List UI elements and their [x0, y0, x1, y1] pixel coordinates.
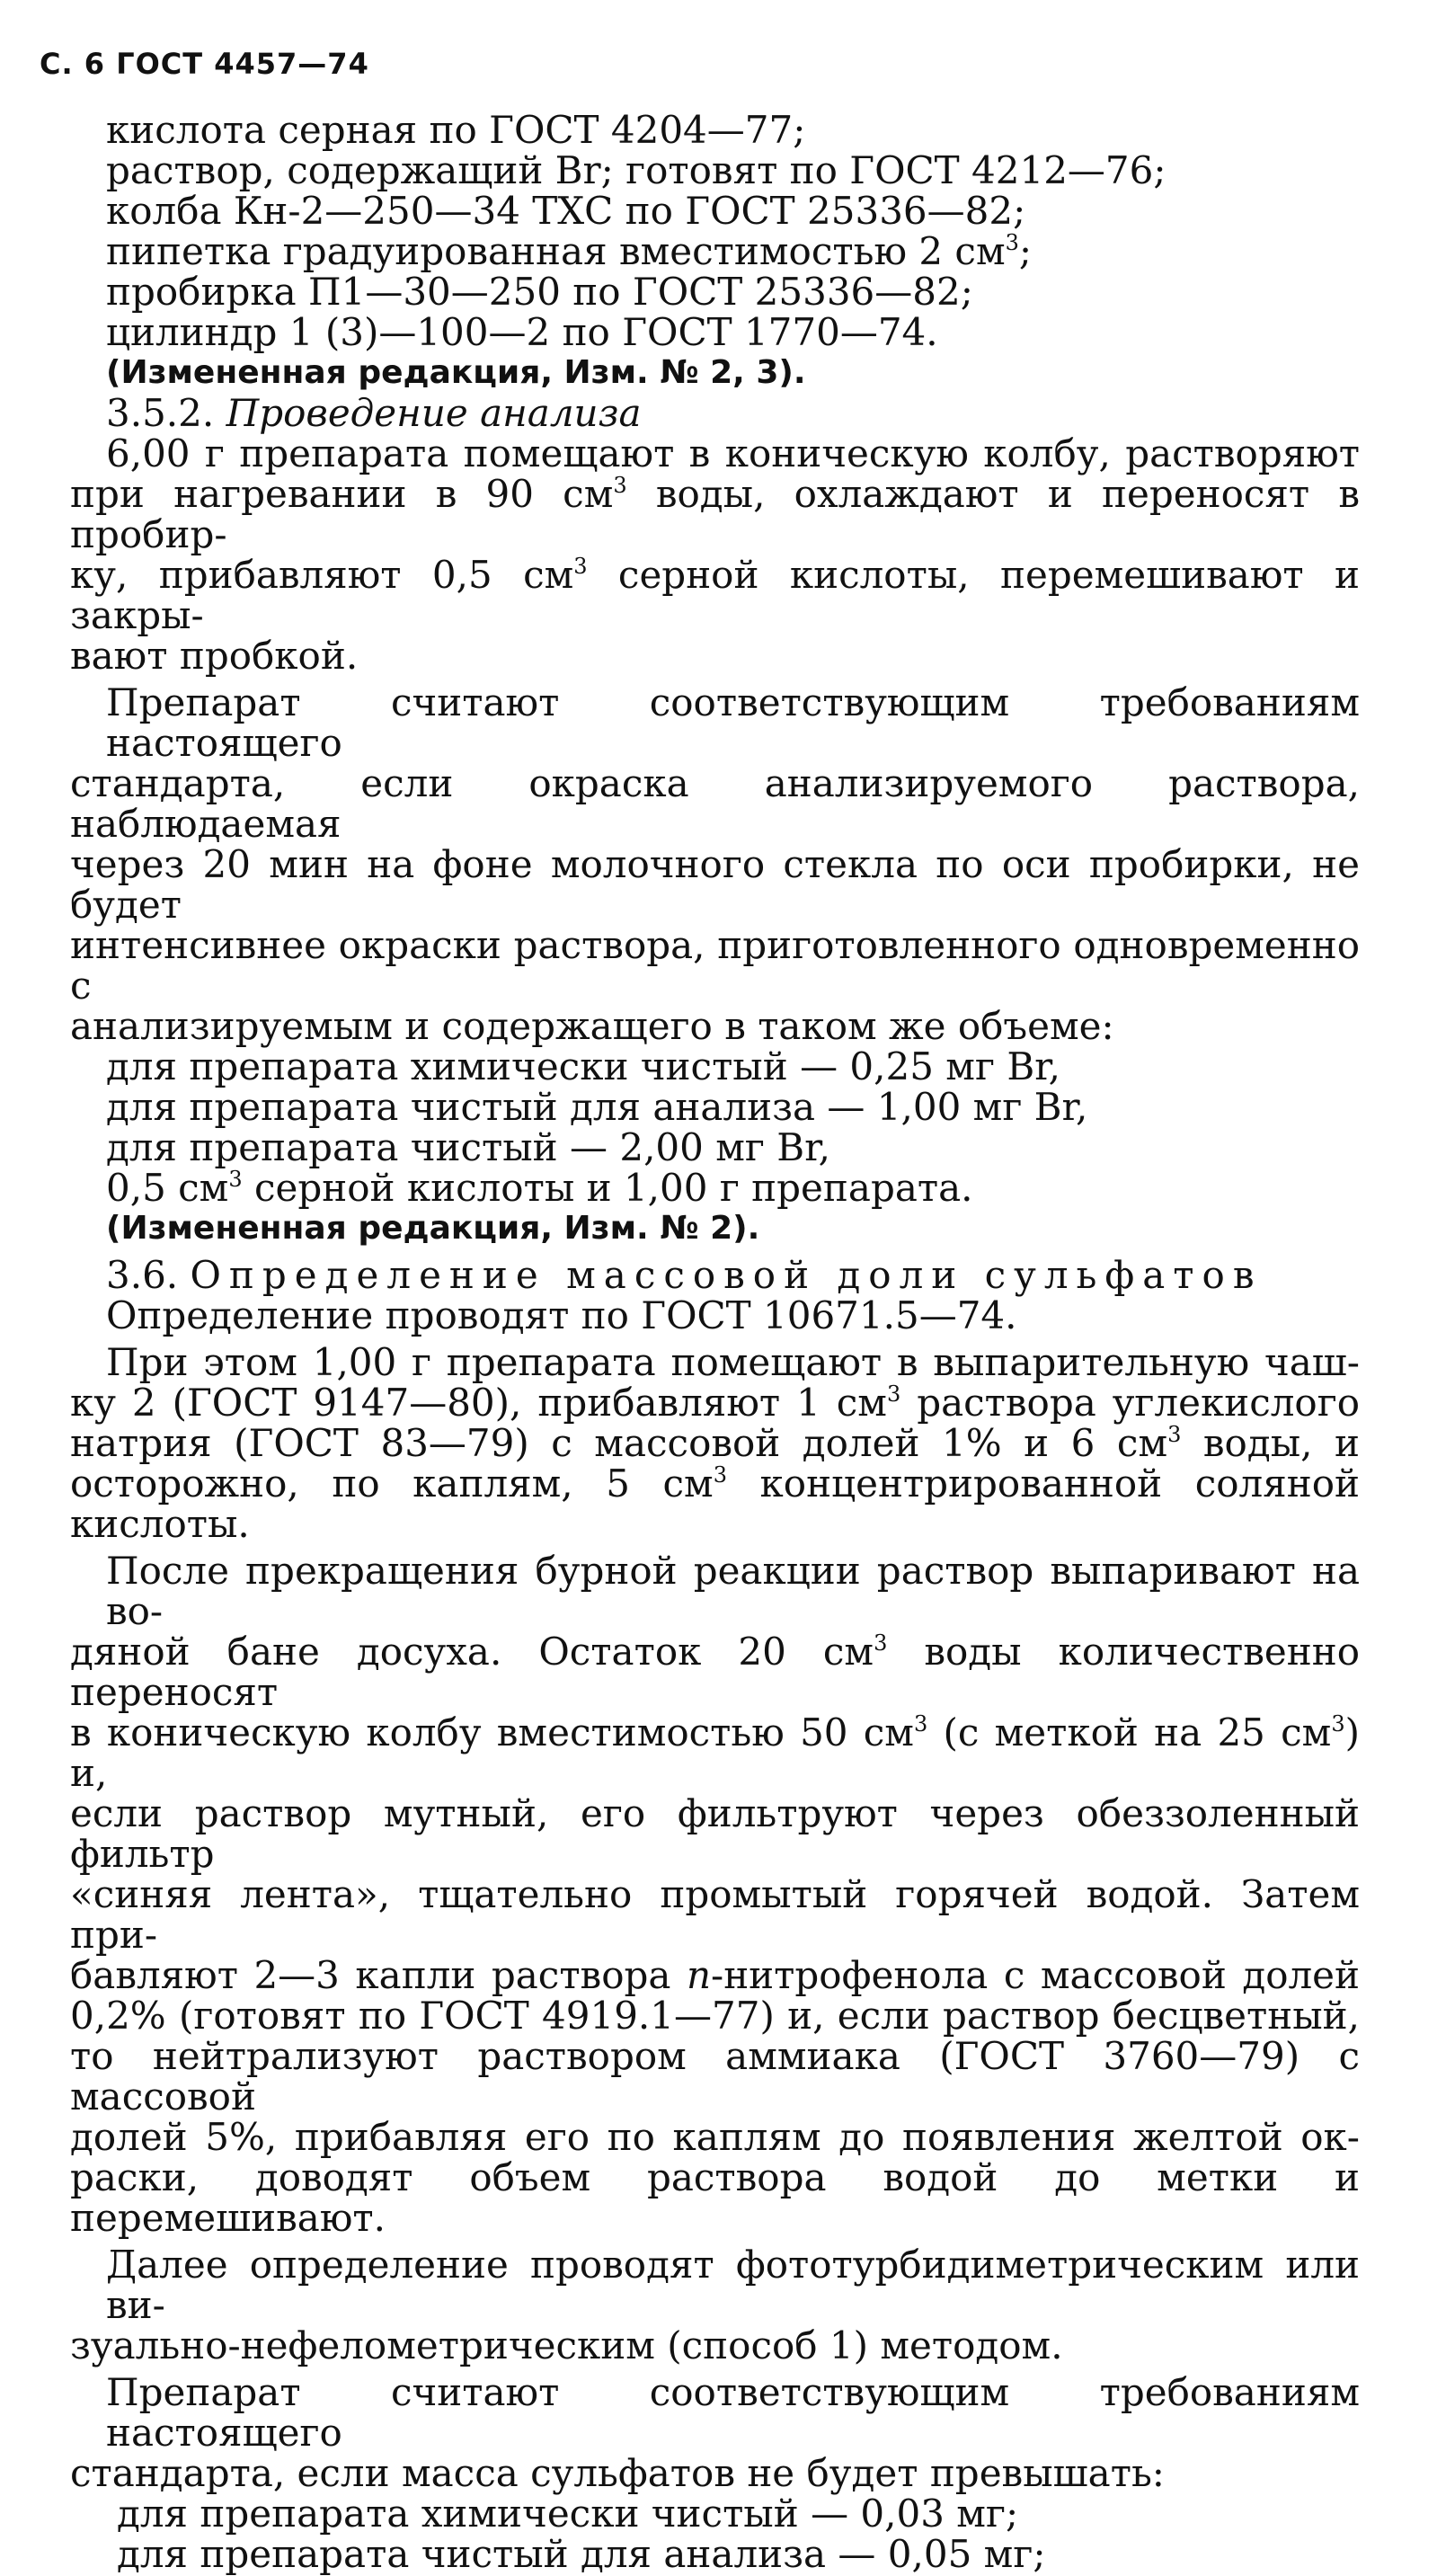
paragraph-line: ку 2 (ГОСТ 9147—80), прибавляют 1 $см^3$ раствора углекислого: [70, 1381, 1360, 1425]
reagent-item-pipette: пипетка градуированная вместимостью 2 $см^3$;: [106, 229, 1033, 273]
document-body: [70, 108, 1361, 2576]
paragraph-line: стандарта, если масса сульфатов не будет превышать:: [70, 2451, 1165, 2495]
paragraph-line: раски, доводят объем раствора водой до метки и перемешивают.: [70, 2155, 1360, 2240]
paragraph-line: 6,00 г препарата помещают в коническую колбу, растворяют: [106, 431, 1360, 475]
paragraph-line: вают пробкой.: [70, 634, 359, 678]
section-heading-3-6: 3.6. Определение массовой доли сульфатов: [106, 1253, 1263, 1297]
amendment-note: (Измененная редакция, Изм. № 2, 3).: [106, 354, 806, 391]
paragraph-line: осторожно, по каплям, 5 $см^3$ концентрированной соляной кислоты.: [70, 1461, 1360, 1546]
paragraph-line: бавляют 2—3 капли раствора п-нитрофенола с массовой долей: [70, 1953, 1361, 1997]
limit-item: для препарата химически чистый — 0,25 мг Br,: [106, 1044, 1060, 1088]
paragraph-line: «синяя лента», тщательно промытый горячей водой. Затем при-: [70, 1872, 1360, 1957]
paragraph-line: через 20 мин на фоне молочного стекла по оси пробирки, не будет: [70, 842, 1360, 927]
paragraph-line: то нейтрализуют раствором аммиака (ГОСТ 3760—79) с массовой: [70, 2034, 1360, 2119]
paragraph-line: Препарат считают соответствующим требованиям настоящего: [106, 680, 1360, 765]
paragraph-line: зуально-нефелометрическим (способ 1) методом.: [70, 2323, 1063, 2367]
paragraph-line: стандарта, если окраска анализируемого раствора, наблюдаемая: [70, 761, 1360, 846]
paragraph-line: 0,2% (готовят по ГОСТ 4919.1—77) и, если раствор бесцветный,: [70, 1994, 1360, 2038]
limit-item: для препарата чистый для анализа — 1,00 мг Br,: [106, 1085, 1088, 1129]
paragraph-line: при нагревании в 90 $см^3$ воды, охлаждают и переносят в пробир-: [70, 472, 1360, 556]
reagent-item: пробирка П1—30—250 по ГОСТ 25336—82;: [106, 270, 973, 314]
paragraph-line: в коническую колбу вместимостью 50 $см^3$ (с меткой на 25 $см^3$) и,: [70, 1710, 1360, 1795]
paragraph-line: Далее определение проводят фототурбидиметрическим или ви-: [106, 2243, 1360, 2327]
limit-item: для препарата химически чистый — 0,03 мг;: [117, 2492, 1019, 2536]
reagent-item: колба Кн-2—250—34 ТХС по ГОСТ 25336—82;: [106, 189, 1026, 233]
paragraph-line: Препарат считают соответствующим требованиям настоящего: [106, 2370, 1360, 2455]
paragraph-line: анализируемым и содержащего в таком же объеме:: [70, 1004, 1114, 1048]
paragraph-line: Определение проводят по ГОСТ 10671.5—74.: [106, 1293, 1017, 1337]
paragraph-line: ку, прибавляют 0,5 $см^3$ серной кислоты, перемешивают и закры-: [70, 553, 1360, 637]
amendment-note: (Измененная редакция, Изм. № 2).: [106, 1210, 760, 1247]
paragraph-line: интенсивнее окраски раствора, приготовленного одновременно с: [70, 923, 1360, 1008]
paragraph-line: При этом 1,00 г препарата помещают в выпарительную чаш-: [106, 1340, 1360, 1384]
limit-item: для препарата чистый — 2,00 мг Br,: [106, 1125, 830, 1169]
section-heading-3-5-2: 3.5.2. Проведение анализа: [106, 391, 642, 435]
paragraph-line: дяной бане досуха. Остаток 20 $см^3$ воды количественно переносят: [70, 1630, 1360, 1714]
paragraph-line: долей 5%, прибавляя его по каплям до появления желтой ок-: [70, 2115, 1360, 2159]
page-header: С. 6 ГОСТ 4457—74: [40, 47, 369, 81]
limit-item: для препарата чистый для анализа — 0,05 мг;: [117, 2532, 1046, 2576]
paragraph-line: натрия (ГОСТ 83—79) с массовой долей 1% и 6 $см^3$ воды, и: [70, 1421, 1361, 1465]
reagent-item: цилиндр 1 (3)—100—2 по ГОСТ 1770—74.: [106, 310, 938, 354]
reagent-item: кислота серная по ГОСТ 4204—77;: [106, 108, 806, 152]
paragraph-line: После прекращения бурной реакции раствор выпаривают на во-: [106, 1549, 1360, 1633]
reagent-item: раствор, содержащий Br; готовят по ГОСТ 4212—76;: [106, 148, 1166, 192]
paragraph-line: если раствор мутный, его фильтруют через обеззоленный фильтр: [70, 1791, 1360, 1876]
limit-item: 0,5 $см^3$ серной кислоты и 1,00 г препарата.: [106, 1166, 973, 1210]
